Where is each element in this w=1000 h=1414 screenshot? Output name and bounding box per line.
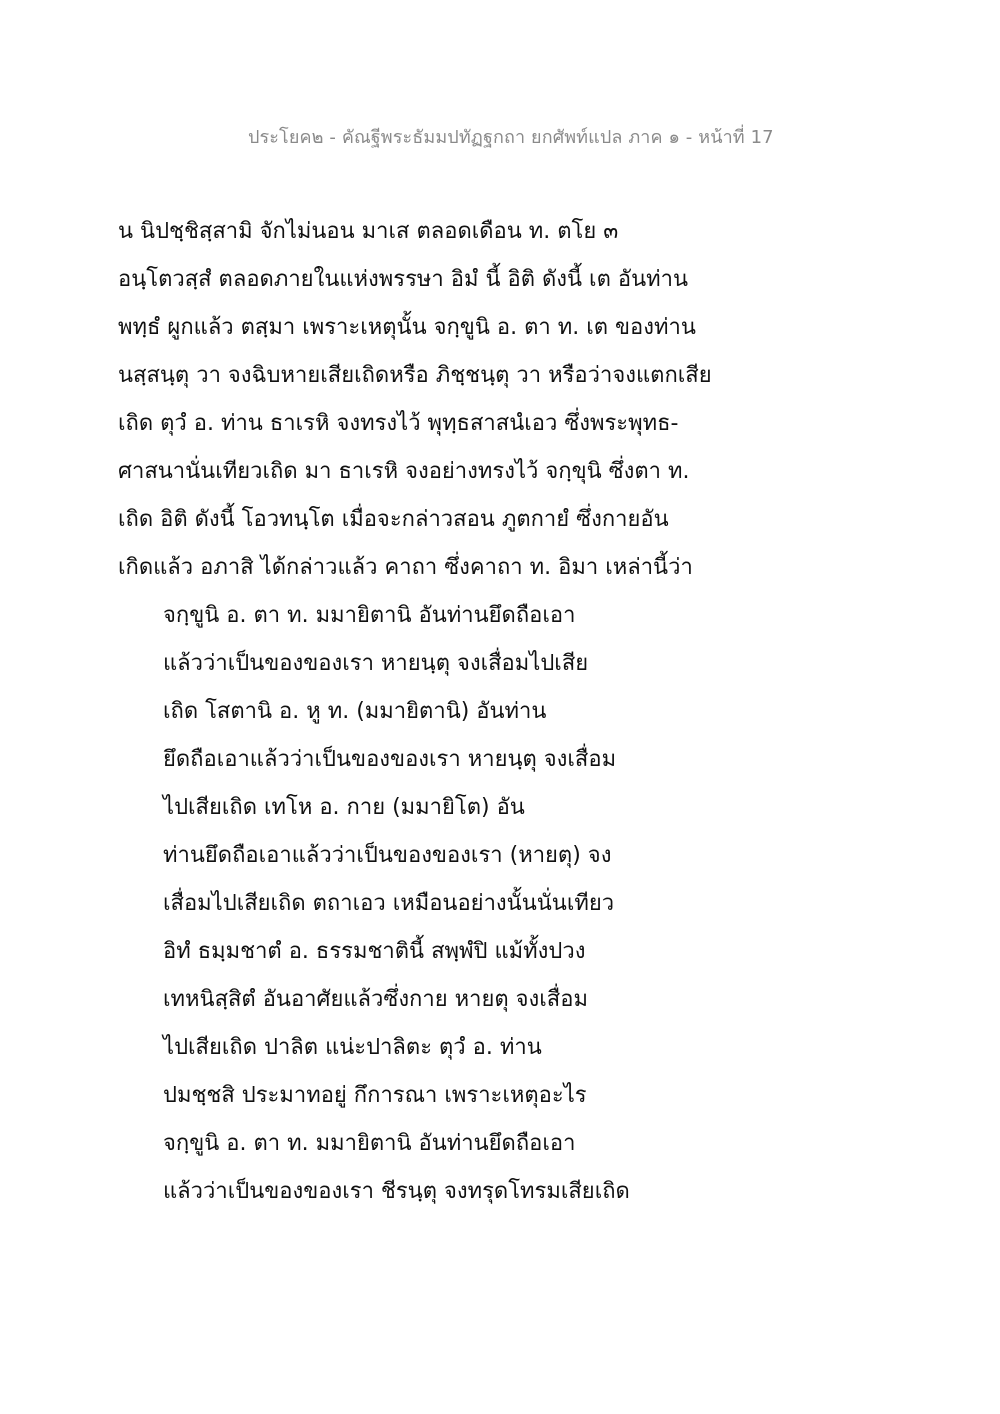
verse-line: ท่านยึดถือเอาแล้วว่าเป็นของของเรา (หายตุ) จง [163, 843, 612, 868]
verse-line: เถิด โสตานิ อ. หู ท. (มมายิตานิ) อันท่าน [163, 699, 547, 724]
verse-line: เทหนิสฺสิตํ อันอาศัยแล้วซึ่งกาย หายตุ จงเสื่อม [163, 987, 588, 1012]
prose-line: น นิปชฺชิสฺสามิ จักไม่นอน มาเส ตลอดเดือน ท. ตโย ๓ [118, 219, 619, 244]
prose-line: พทฺธํ ผูกแล้ว ตสฺมา เพราะเหตุนั้น จกฺขูนิ อ. ตา ท. เต ของท่าน [118, 315, 696, 340]
page-header: ประโยค๒ - คัณฐีพระธัมมปทัฏฐกถา ยกศัพท์แปล ภาค ๑ - หน้าที่ 17 [248, 127, 774, 148]
prose-line: เกิดแล้ว อภาสิ ได้กล่าวแล้ว คาถา ซึ่งคาถา ท. อิมา เหล่านี้ว่า [118, 555, 693, 580]
prose-line: ศาสนานั่นเทียวเถิด มา ธาเรหิ จงอย่างทรงไว้ จกฺขุนิ ซึ่งตา ท. [118, 459, 690, 484]
verse-line: เสื่อมไปเสียเถิด ตถาเอว เหมือนอย่างนั้นนั่นเทียว [163, 891, 615, 916]
prose-line: เถิด ตุวํ อ. ท่าน ธาเรหิ จงทรงไว้ พุทฺธสาสนํเอว ซึ่งพระพุทธ- [118, 411, 679, 436]
verse-line: จกฺขูนิ อ. ตา ท. มมายิตานิ อันท่านยึดถือเอา [163, 603, 576, 628]
verse-line: ปมชฺชสิ ประมาทอยู่ กึการณา เพราะเหตุอะไร [163, 1083, 587, 1108]
verse-line: จกฺขูนิ อ. ตา ท. มมายิตานิ อันท่านยึดถือเอา [163, 1131, 576, 1156]
verse-line: แล้วว่าเป็นของของเรา หายนฺตุ จงเสื่อมไปเสีย [163, 651, 589, 676]
verse-line: ยึดถือเอาแล้วว่าเป็นของของเรา หายนฺตุ จงเสื่อม [163, 747, 617, 772]
prose-line: อนฺโตวสฺสํ ตลอดภายในแห่งพรรษา อิมํ นี้ อิติ ดังนี้ เต อันท่าน [118, 267, 689, 292]
verse-line: ไปเสียเถิด ปาลิต แน่ะปาลิตะ ตุวํ อ. ท่าน [163, 1035, 542, 1060]
verse-line: อิทํ ธมฺมชาตํ อ. ธรรมชาตินี้ สพฺพํปิ แม้ทั้งปวง [163, 939, 586, 964]
prose-line: เถิด อิติ ดังนี้ โอวทนฺโต เมื่อจะกล่าวสอน ภูตกายํ ซึ่งกายอัน [118, 507, 669, 532]
verse-line: แล้วว่าเป็นของของเรา ชีรนฺตุ จงทรุดโทรมเสียเถิด [163, 1179, 630, 1204]
prose-line: นสฺสนฺตุ วา จงฉิบหายเสียเถิดหรือ ภิชฺชนฺตุ วา หรือว่าจงแตกเสีย [118, 363, 712, 388]
verse-line: ไปเสียเถิด เทโห อ. กาย (มมายิโต) อัน [163, 795, 525, 820]
